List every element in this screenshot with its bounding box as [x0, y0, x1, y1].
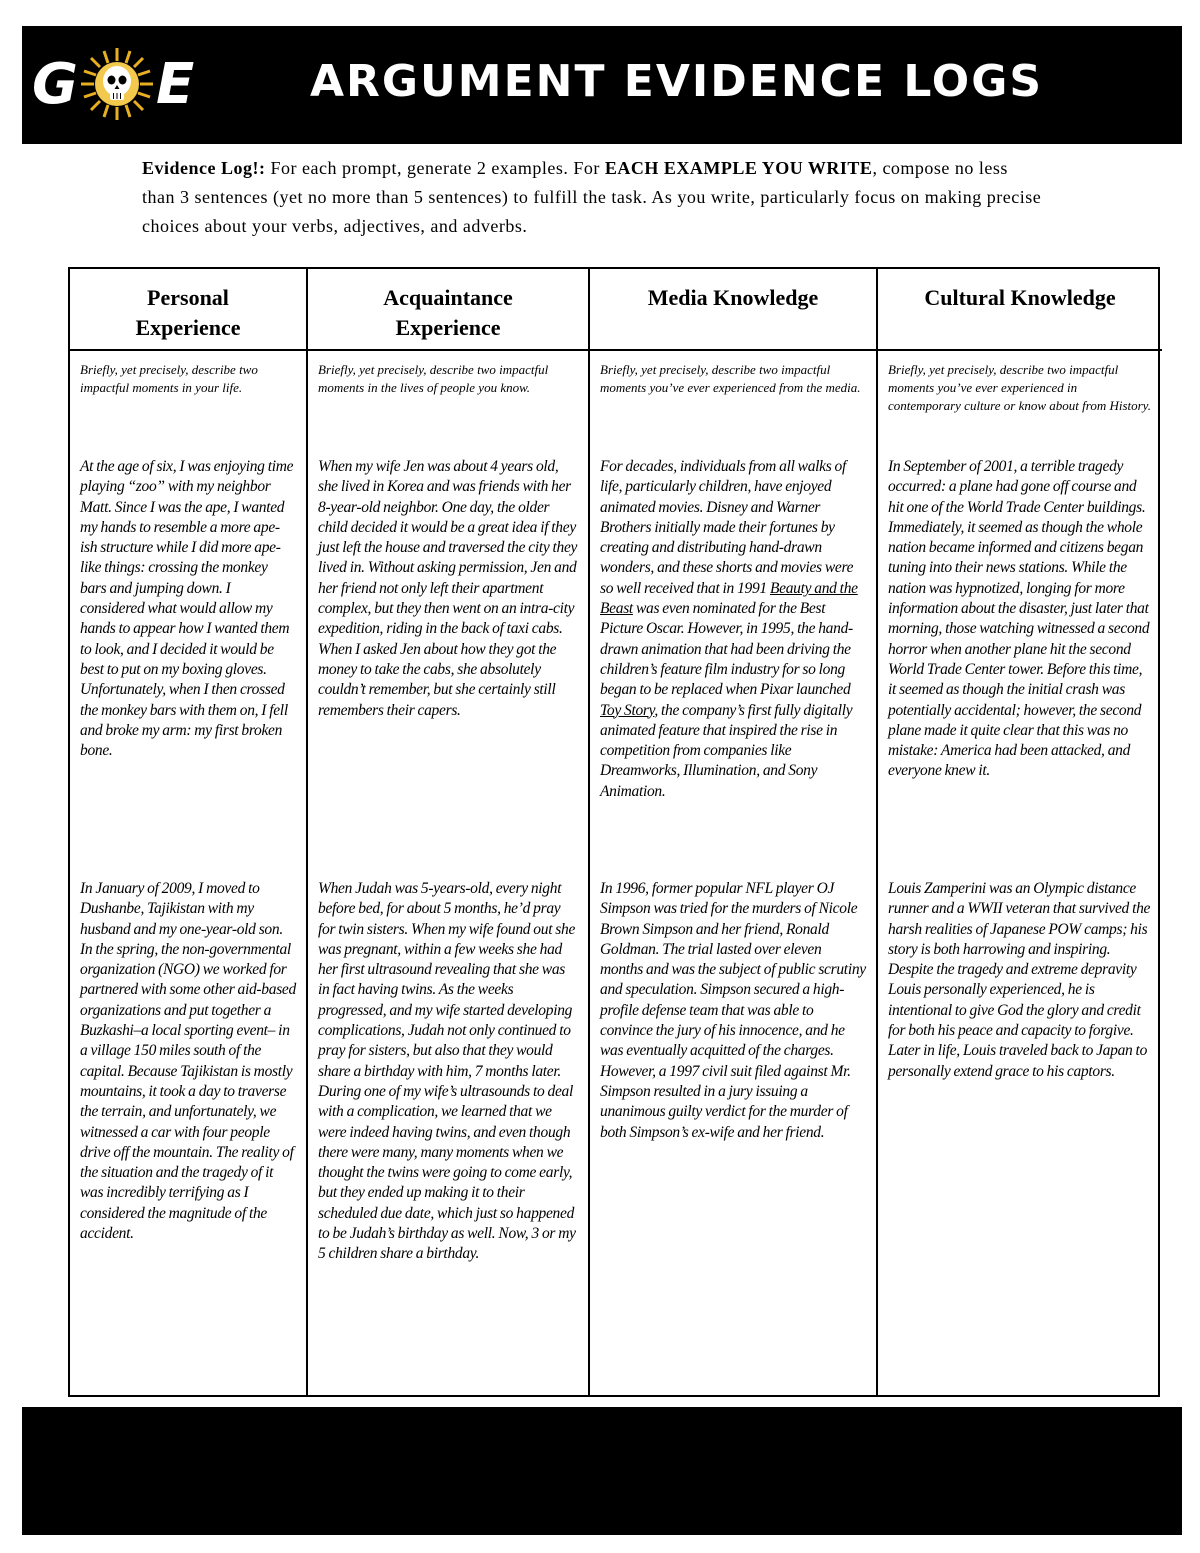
- heading-line-2: Experience: [135, 315, 241, 340]
- instructions-emphasis: EACH EXAMPLE YOU WRITE: [604, 158, 873, 178]
- logo-letter-e: E: [155, 51, 195, 117]
- page-title: ARGUMENT EVIDENCE LOGS: [310, 56, 1044, 107]
- heading-line-1: Acquaintance: [383, 285, 513, 310]
- evidence-log-table: [68, 267, 1160, 1397]
- example-1-part-c: , the company’s first fully digitally animated feature that inspired the rise in competition from companies like Dreamworks, Illumination, and Sony Animation.: [600, 701, 853, 800]
- column-heading: [878, 269, 1162, 351]
- column-body: [590, 351, 876, 1141]
- example-1-part-a: For decades, individuals from all walks of life, particularly children, have enjoyed animated movies. Disney and Warner Brothers initially made their fortunes by creating and distributing hand-drawn wonders, and these shorts and movies were so well received that in 1991: [600, 458, 854, 597]
- column-heading: [308, 269, 588, 351]
- column-body: [70, 351, 306, 1243]
- column-prompt: Briefly, yet precisely, describe two impactful moments you’ve ever experienced from the media.: [600, 362, 861, 395]
- instructions-text-b: , compose no less than 3 sentences (yet no more than 5 sentences) to fulfill the task. As you write, particularly focus on making precise choices about your verbs, adjectives, and adverbs.: [142, 158, 1042, 236]
- column-acquaintance-experience: [306, 269, 588, 1395]
- example-1-part-b: was even nominated for the Best Picture Oscar. However, in 1995, the hand-drawn animation that had been driving the children’s feature film industry for so long began to be replaced when Pixar launched: [600, 600, 853, 699]
- heading-line-2: Experience: [395, 315, 501, 340]
- footer-banner: [22, 1407, 1182, 1535]
- column-body: [308, 351, 588, 1263]
- example-1: In September of 2001, a terrible tragedy occurred: a plane had gone off course and hit one of the World Trade Center buildings. Immediately, it seemed as though the whole nation became informed and citizens began tuning into their news stations. While the nation was hypnotized, longing for more information about the disaster, just later that morning, those watching witnessed a second horror when another plane hit the second World Trade Center tower. Before this time, it seemed as though the initial crash was potentially accidental; however, the second plane made it quite clear that this was no mistake: America had been attacked, and everyone knew it.: [888, 458, 1150, 780]
- logo-letter-g: G: [32, 51, 78, 117]
- header-banner: [22, 26, 1182, 144]
- example-1: At the age of six, I was enjoying time playing “zoo” with my neighbor Matt. Since I was the ape, I wanted my hands to resemble a more ape-ish structure while I did more ape-like things: crossing the monkey bars and jumping down. I considered what would allow my hands to appear how I wanted them to look, and I decided it would be best to put on my boxing gloves. Unfortunately, when I then crossed the monkey bars with them on, I fell and broke my arm: my first broken bone.: [80, 458, 294, 760]
- example-2: When Judah was 5-years-old, every night before bed, for about 5 months, he’d pray for twin sisters. When my wife found out she was pregnant, within a few weeks she had her first ultrasound revealing that she was in fact having twins. As the weeks progressed, and my wife started developing complications, Judah not only continued to pray for sisters, but also that they would share a birthday with him, 7 months later. During one of my wife’s ultrasounds to deal with a complication, we learned that we were indeed having twins, and even though there were many, many moments when we thought the twins were going to come early, but they ended up making it to their scheduled due date, which just so happened to be Judah’s birthday as well. Now, 3 or my 5 children share a birthday.: [318, 880, 576, 1263]
- example-1: When my wife Jen was about 4 years old, she lived in Korea and was friends with her 8-year-old neighbor. One day, the older child decided it would be a great idea if they just left the house and traversed the city they lived in. Without asking permission, Jen and her friend not only left their apartment complex, but they then went on an intra-city expedition, riding in the back of taxi cabs. When I asked Jen about how they got the money to take the cabs, she absolutely couldn’t remember, but she certainly still remembers their capers.: [318, 458, 578, 719]
- column-prompt: Briefly, yet precisely, describe two impactful moments you’ve ever experienced in contemporary culture or know about from History.: [888, 362, 1151, 413]
- column-prompt: Briefly, yet precisely, describe two impactful moments in the lives of people you know.: [318, 362, 549, 395]
- heading-line-1: Media Knowledge: [647, 285, 819, 310]
- column-heading: [590, 269, 876, 351]
- example-2: In January of 2009, I moved to Dushanbe, Tajikistan with my husband and my one-year-old son. In the spring, the non-governmental organization (NGO) we worked for partnered with some other aid-based organizations and put together a Buzkashi–a local sporting event– in a village 150 miles south of the capital. Because Tajikistan is mostly mountains, it took a day to traverse the terrain, and unfortunately, we witnessed a car with four people drive off the mountain. The reality of the situation and the tragedy of it was incredibly terrifying as I considered the magnitude of the accident.: [80, 880, 296, 1243]
- heading-line-1: Cultural Knowledge: [924, 285, 1116, 310]
- skull-sunburst-icon: [80, 47, 154, 121]
- instructions-label: Evidence Log!:: [142, 158, 266, 178]
- column-body: [878, 351, 1162, 1080]
- example-2: In 1996, former popular NFL player OJ Simpson was tried for the murders of Nicole Brown Simpson and her friend, Ronald Goldman. The trial lasted over eleven months and was the subject of public scrutiny and speculation. Simpson secured a high-profile defense team that was able to convince the jury of his innocence, and he was eventually acquitted of the charges. However, a 1997 civil suit filed against Mr. Simpson resulted in a jury issuing a unanimous guilty verdict for the murder of both Simpson’s ex-wife and her friend.: [600, 880, 866, 1141]
- column-media-knowledge: [588, 269, 876, 1395]
- column-prompt: Briefly, yet precisely, describe two impactful moments in your life.: [80, 362, 258, 395]
- column-personal-experience: [70, 269, 306, 1395]
- example-2: Louis Zamperini was an Olympic distance runner and a WWII veteran that survived the harsh realities of Japanese POW camps; his story is both harrowing and inspiring. Despite the tragedy and extreme depravity Louis personally experienced, he is intentional to give God the glory and credit for both his peace and capacity to forgive. Later in life, Louis traveled back to Japan to personally extend grace to his captors.: [888, 880, 1151, 1080]
- instructions: [142, 154, 1042, 241]
- column-heading: [70, 269, 306, 351]
- film-title-beauty-and-the-beast: Beauty and the Beast: [600, 579, 858, 618]
- goe-logo: [32, 44, 194, 124]
- example-1: [600, 457, 866, 802]
- instructions-text-a: For each prompt, generate 2 examples. For: [265, 158, 605, 178]
- film-title-toy-story: Toy Story: [600, 701, 655, 719]
- column-cultural-knowledge: [876, 269, 1162, 1395]
- heading-line-1: Personal: [147, 285, 229, 310]
